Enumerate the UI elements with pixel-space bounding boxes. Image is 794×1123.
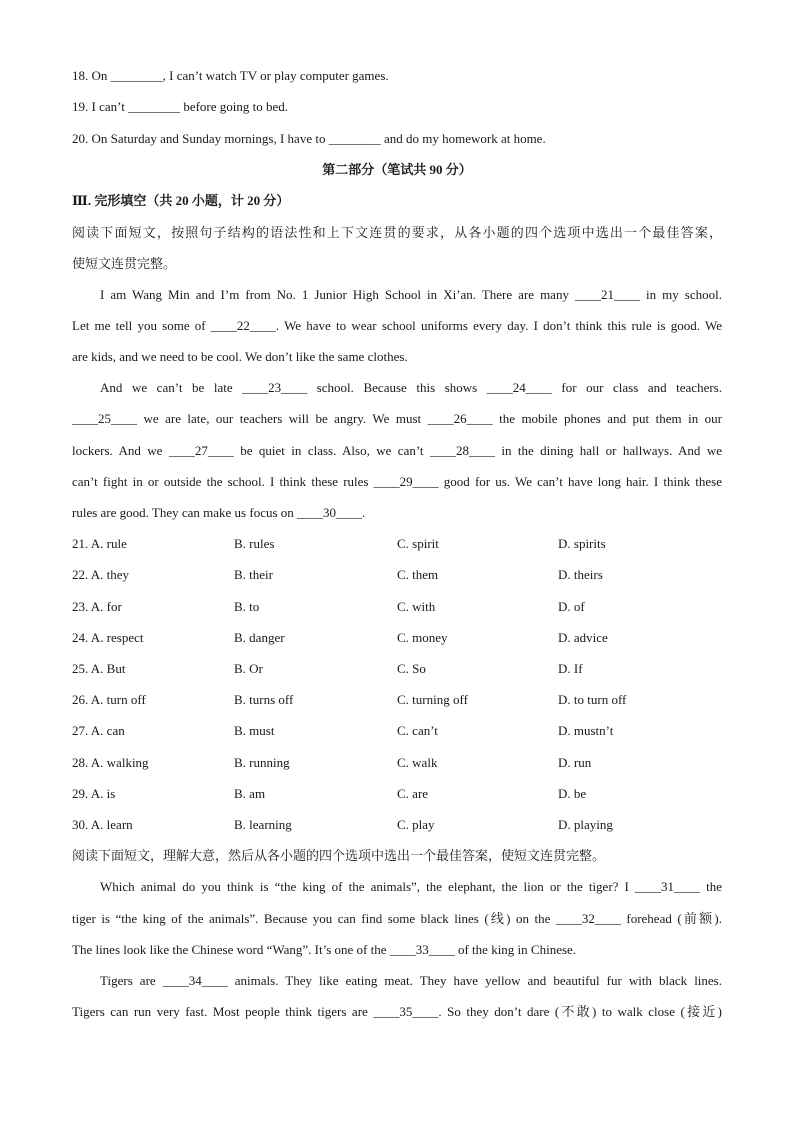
option-b: B. learning <box>234 817 292 832</box>
option-c: C. them <box>397 567 439 582</box>
option-b: B. Or <box>234 661 263 676</box>
question-19: 19. I can’t ________ before going to bed. <box>72 99 289 114</box>
option-c: C. walk <box>397 755 438 770</box>
option-a: 23. A. for <box>72 599 122 614</box>
option-c: C. spirit <box>397 536 439 551</box>
option-d: D. playing <box>558 817 613 832</box>
question-18: 18. On ________, I can’t watch TV or play computer games. <box>72 68 389 83</box>
instruction-line: 阅读下面短文，按照句子结构的语法性和上下文连贯的要求，从各小题的四个选项中选出一个最佳答案， <box>72 225 722 240</box>
passage-line: I am Wang Min and I’m from No. 1 Junior High School in Xi’an. There are many ____21____ in my school. <box>100 287 722 302</box>
option-a: 27. A. can <box>72 723 125 738</box>
option-a: 25. A. But <box>72 661 126 676</box>
passage-line: lockers. And we ____27____ be quiet in class. Also, we can’t ____28____ in the dining hall or hallways. And we <box>72 443 722 458</box>
option-a: 21. A. rule <box>72 536 127 551</box>
option-a: 26. A. turn off <box>72 692 146 707</box>
question-20: 20. On Saturday and Sunday mornings, I have to ________ and do my homework at home. <box>72 131 546 146</box>
option-a: 22. A. they <box>72 567 130 582</box>
option-c: C. are <box>397 786 429 801</box>
passage-line: Tigers can run very fast. Most people think tigers are ____35____. So they don’t dare (不敢) to walk close (接近) <box>72 1004 722 1019</box>
part-title: 第二部分（笔试共 90 分） <box>322 162 472 177</box>
option-c: C. play <box>397 817 435 832</box>
option-a: 29. A. is <box>72 786 116 801</box>
option-d: D. advice <box>558 630 608 645</box>
option-c: C. with <box>397 599 436 614</box>
passage-line: Tigers are ____34____ animals. They like eating meat. They have yellow and beautiful fur with black lines. <box>100 973 722 988</box>
passage-line: Let me tell you some of ____22____. We have to wear school uniforms every day. I don’t think this rule is good. We <box>72 318 722 333</box>
option-b: B. their <box>234 567 273 582</box>
passage-line: Which animal do you think is “the king of the animals”, the elephant, the lion or the tiger? I ____31____ the <box>100 879 722 894</box>
option-d: D. If <box>558 661 583 676</box>
option-a: 30. A. learn <box>72 817 133 832</box>
option-b: B. turns off <box>234 692 294 707</box>
option-a: 28. A. walking <box>72 755 149 770</box>
option-a: 24. A. respect <box>72 630 144 645</box>
option-b: B. running <box>234 755 290 770</box>
instruction-line: 使短文连贯完整。 <box>72 256 177 271</box>
section-title: Ⅲ. 完形填空（共 20 小题，计 20 分） <box>72 193 290 208</box>
passage-line: tiger is “the king of the animals”. Because you can find some black lines (线) on the ____32____ forehead (前额). <box>72 911 722 926</box>
passage-line: And we can’t be late ____23____ school. Because this shows ____24____ for our class and teachers. <box>100 380 722 395</box>
option-b: B. must <box>234 723 275 738</box>
option-c: C. So <box>397 661 426 676</box>
option-c: C. can’t <box>397 723 438 738</box>
passage-line: are kids, and we need to be cool. We don’t like the same clothes. <box>72 349 408 364</box>
instruction-line: 阅读下面短文，理解大意，然后从各小题的四个选项中选出一个最佳答案，使短文连贯完整。 <box>72 848 606 863</box>
option-d: D. be <box>558 786 587 801</box>
passage-line: The lines look like the Chinese word “Wang”. It’s one of the ____33____ of the king in Chinese. <box>72 942 577 957</box>
option-d: D. theirs <box>558 567 603 582</box>
option-c: C. money <box>397 630 448 645</box>
option-d: D. of <box>558 599 585 614</box>
passage-line: ____25____ we are late, our teachers will be angry. We must ____26____ the mobile phones and put them in our <box>72 411 722 426</box>
option-d: D. run <box>558 755 592 770</box>
option-b: B. rules <box>234 536 275 551</box>
passage-line: can’t fight in or outside the school. I think these rules ____29____ good for us. We can’t have long hair. I think these <box>72 474 722 489</box>
option-d: D. mustn’t <box>558 723 614 738</box>
passage-line: rules are good. They can make us focus on ____30____. <box>72 505 366 520</box>
option-b: B. danger <box>234 630 285 645</box>
option-b: B. am <box>234 786 266 801</box>
option-c: C. turning off <box>397 692 468 707</box>
option-d: D. spirits <box>558 536 606 551</box>
option-d: D. to turn off <box>558 692 627 707</box>
option-b: B. to <box>234 599 260 614</box>
